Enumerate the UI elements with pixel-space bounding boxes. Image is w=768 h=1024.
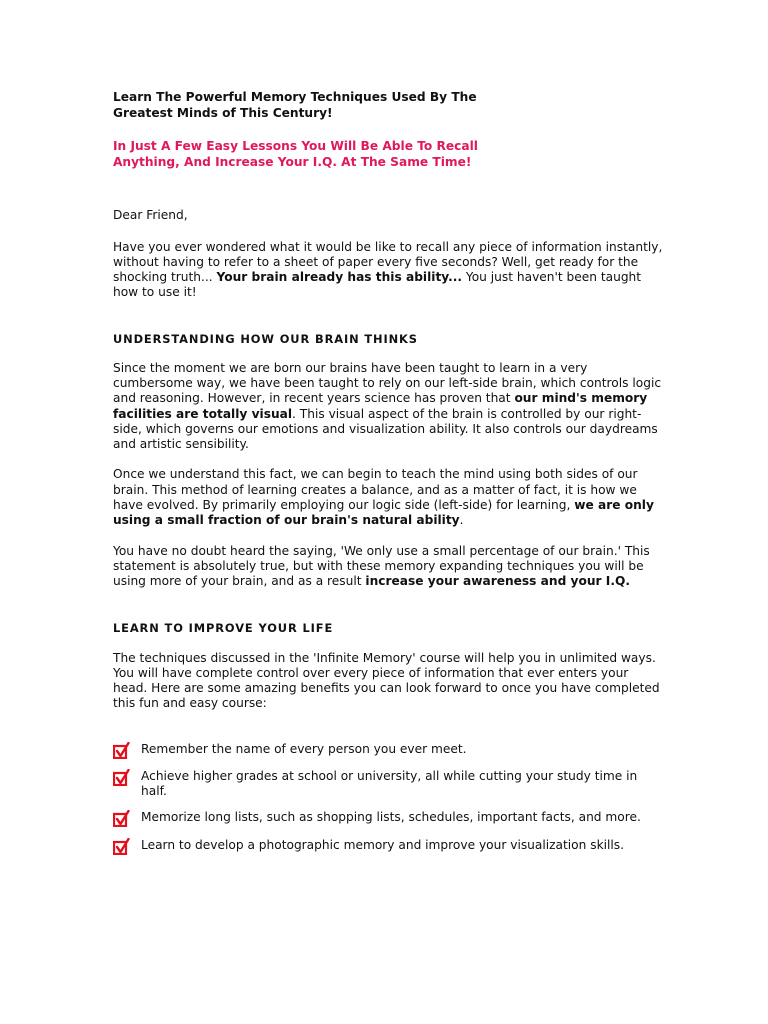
brain-p2-text-1: Once we understand this fact, we can begin to teach the mind using both sides of our brain. This method of learning creates a balance, and as a matter of fact, it is how we have evolved. By primarily employing our logic side (left-side) for learning, [113, 467, 638, 513]
headline [113, 90, 663, 121]
brain-paragraph-3 [113, 544, 663, 590]
list-item [113, 838, 663, 853]
subheadline [113, 139, 663, 170]
life-paragraph-1: The techniques discussed in the 'Infinite Memory' course will help you in unlimited ways. You will have complete control over every piece of information that ever enters your head. Here are some amazing benefits you can look forward to once you have completed this fun and easy course: [113, 650, 660, 711]
list-item [113, 742, 663, 757]
brain-paragraph-1 [113, 361, 663, 453]
brain-p3-text-1: You have no doubt heard the saying, 'We only use a small percentage of our brain.' This statement is absolutely true, but with these memory expanding techniques you will be using more of your brain, and as a result [113, 543, 650, 589]
red-checkbox-icon [113, 742, 130, 759]
red-checkbox-icon [113, 838, 130, 855]
brain-p1-bold-1: our mind's memory facilities are totally visual [113, 391, 648, 421]
brain-p2-bold-1: we are only using a small fraction of our brain's natural ability [113, 498, 654, 528]
headline-line-2: Greatest Minds of This Century! [113, 105, 333, 120]
section-title-life: LEARN TO IMPROVE YOUR LIFE [113, 620, 334, 635]
headline-line-1: Learn The Powerful Memory Techniques Used By The [113, 90, 477, 104]
intro-bold-1: Your brain already has this ability... [216, 270, 463, 285]
brain-paragraph-2 [113, 467, 663, 528]
benefit-text: Remember the name of every person you ever meet. [141, 741, 467, 756]
brain-p2-text-2: . [459, 513, 464, 528]
list-item [113, 810, 663, 825]
section-title-brain: UNDERSTANDING HOW OUR BRAIN THINKS [113, 331, 418, 346]
brain-p1-text-2: . This visual aspect of the brain is controlled by our right-side, which governs our emotions and visualization ability. It also controls our daydreams and artistic sensibility. [113, 406, 658, 452]
subheadline-line-2: Anything, And Increase Your I.Q. At The Same Time! [113, 154, 472, 169]
benefit-text: Memorize long lists, such as shopping lists, schedules, important facts, and more. [141, 809, 641, 824]
greeting: Dear Friend, [113, 208, 188, 222]
article [113, 90, 663, 853]
brain-p3-bold-1: increase your awareness and your I.Q. [365, 574, 630, 589]
benefit-text: Learn to develop a photographic memory and improve your visualization skills. [141, 837, 625, 852]
red-checkbox-icon [113, 810, 130, 827]
benefit-text: Achieve higher grades at school or university, all while cutting your study time in half. [141, 769, 638, 799]
list-item [113, 769, 663, 800]
intro-text-2: You just haven't been taught how to use it! [113, 270, 642, 300]
brain-p1-text-1: Since the moment we are born our brains have been taught to learn in a very cumbersome way, we have been taught to rely on our left-side brain, which controls logic and reasoning. However, in recent years science has proven that [113, 360, 662, 406]
red-checkbox-icon [113, 769, 130, 786]
benefits-list [113, 742, 663, 853]
subheadline-line-1: In Just A Few Easy Lessons You Will Be Able To Recall [113, 139, 478, 153]
intro-text-1: Have you ever wondered what it would be like to recall any piece of information instantly, without having to refer to a sheet of paper every five seconds? Well, get ready for the shocking truth... [113, 239, 663, 285]
intro-paragraph [113, 240, 663, 301]
